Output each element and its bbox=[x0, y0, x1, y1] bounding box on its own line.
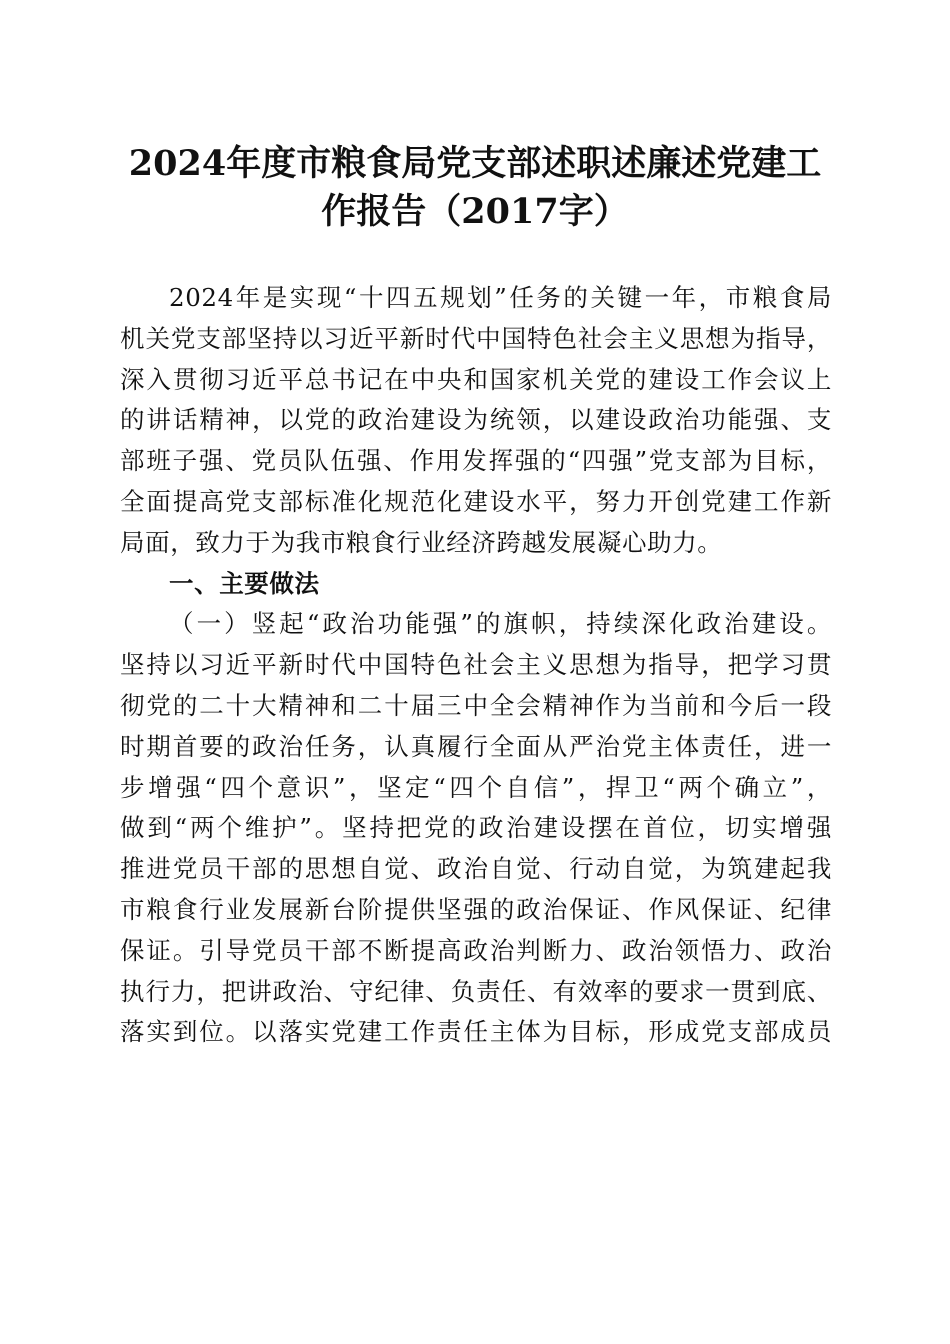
paragraph-line: 深入贯彻习近平总书记在中央和国家机关党的建设工作会议上 bbox=[120, 364, 832, 394]
paragraph-line: 执行力，把讲政治、守纪律、负责任、有效率的要求一贯到底、 bbox=[120, 976, 832, 1006]
paragraph-line: 全面提高党支部标准化规范化建设水平，努力开创党建工作新 bbox=[120, 486, 832, 516]
paragraph-line: 2024年是实现“十四五规划”任务的关键一年，市粮食局 bbox=[169, 283, 832, 312]
document-body bbox=[120, 278, 832, 1053]
paragraph-line: 步增强“四个意识”，坚定“四个自信”，捍卫“两个确立”， bbox=[120, 772, 832, 802]
paragraph-line: 做到“两个维护”。坚持把党的政治建设摆在首位，切实增强 bbox=[120, 813, 832, 843]
section-heading: 一、主要做法 bbox=[169, 568, 320, 598]
paragraph-line: 保证。引导党员干部不断提高政治判断力、政治领悟力、政治 bbox=[120, 935, 832, 965]
paragraph-line: 部班子强、党员队伍强、作用发挥强的“四强”党支部为目标， bbox=[120, 446, 832, 476]
paragraph-line: 机关党支部坚持以习近平新时代中国特色社会主义思想为指导， bbox=[120, 323, 832, 353]
subsection-heading: （一）竖起“政治功能强”的旗帜，持续深化政治建设。 bbox=[169, 609, 832, 639]
paragraph-line: 推进党员干部的思想自觉、政治自觉、行动自觉，为筑建起我 bbox=[120, 854, 832, 884]
title-line: 2024年度市粮食局党支部述职述廉述党建工 bbox=[128, 143, 822, 184]
document-title bbox=[120, 140, 830, 236]
paragraph-line: 时期首要的政治任务，认真履行全面从严治党主体责任，进一 bbox=[120, 731, 832, 761]
paragraph-line: 坚持以习近平新时代中国特色社会主义思想为指导，把学习贯 bbox=[120, 650, 832, 680]
paragraph-line: 彻党的二十大精神和二十届三中全会精神作为当前和今后一段 bbox=[120, 690, 832, 720]
paragraph-line: 市粮食行业发展新台阶提供坚强的政治保证、作风保证、纪律 bbox=[120, 894, 832, 924]
title-line: 作报告（2017字） bbox=[321, 191, 629, 232]
paragraph-line: 局面，致力于为我市粮食行业经济跨越发展凝心助力。 bbox=[120, 527, 723, 557]
paragraph-line: 落实到位。以落实党建工作责任主体为目标，形成党支部成员 bbox=[120, 1017, 832, 1047]
paragraph-line: 的讲话精神，以党的政治建设为统领，以建设政治功能强、支 bbox=[120, 405, 832, 435]
